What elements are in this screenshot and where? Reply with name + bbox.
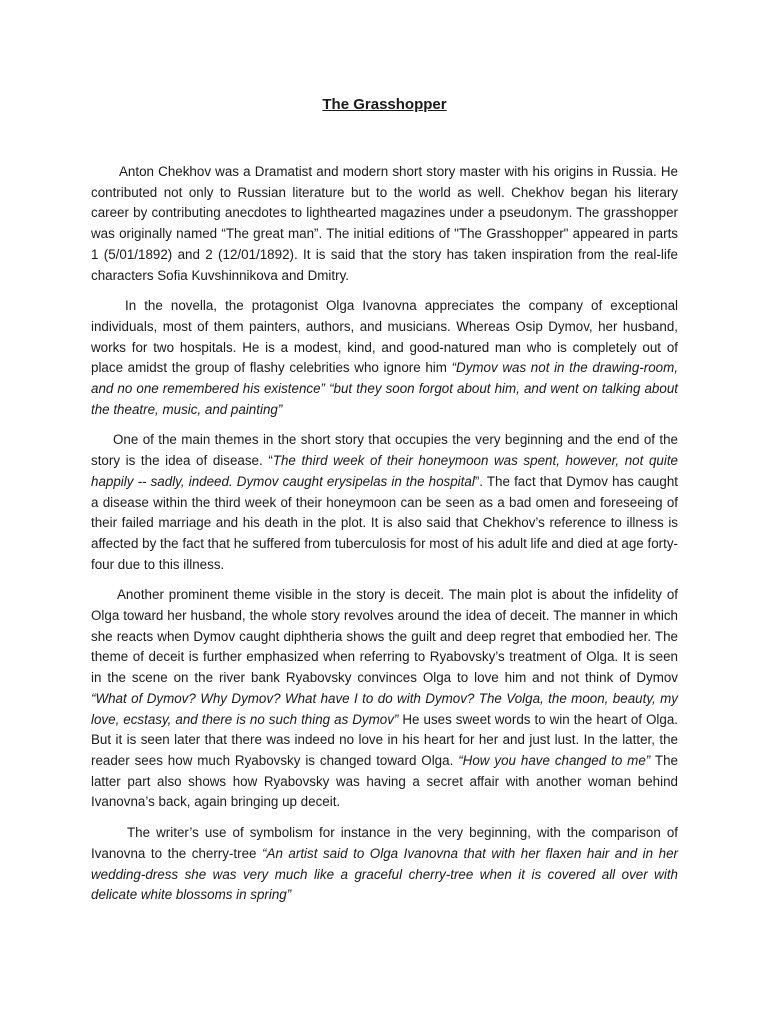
quotation: “What of Dymov? Why Dymov? What have I to do with Dymov? The Volga, the moon, beauty, my love, ecstasy, and there is no such thing as Dymov”: [91, 690, 678, 727]
paragraph-text: ”. The fact that Dymov has caught a disease within the third week of their honeymoon can be seen as a bad omen and foreseeing of their failed marriage and his death in the plot. It is also said that Chekhov’s reference to illness is affected by the fact that he suffered from tuberculosis for most of his adult life and died at age forty-four due to this illness.: [91, 473, 678, 572]
paragraph-intro: [91, 162, 678, 286]
paragraph-text: He uses sweet words to win the heart of Olga. But it is seen later that there was indeed no love in his heart for her and just lust. In the latter, the reader sees how much Ryabovsky is changed toward Olga.: [91, 711, 679, 768]
paragraph-disease-theme: [91, 430, 678, 575]
paragraph-protagonist: [91, 296, 678, 420]
quotation: “An artist said to Olga Ivanovna that with her flaxen hair and in her wedding-dress she was very much like a graceful cherry-tree when it is covered all over with delicate white blossoms in spring”: [91, 845, 679, 903]
paragraph-text: In the novella, the protagonist Olga Ivanovna appreciates the company of exceptional individuals, most of them painters, authors, and musicians. Whereas Osip Dymov, her husband, works for two hospitals. He is a modest, kind, and good-natured man who is completely out of place amidst the group of flashy celebrities who ignore him: [91, 298, 678, 376]
paragraph-symbolism: [91, 823, 678, 906]
paragraph-text: The writer’s use of symbolism for instance in the very beginning, with the comparison of Ivanovna to the cherry-tree: [91, 825, 678, 861]
document-title: The Grasshopper: [322, 96, 447, 113]
quotation: The third week of their honeymoon was spent, however, not quite happily -- sadly, indeed. Dymov caught erysipelas in the hospital: [91, 453, 678, 489]
paragraph-text: Another prominent theme visible in the story is deceit. The main plot is about the infidelity of Olga toward her husband, the whole story revolves around the idea of deceit. The manner in which she reacts when Dymov caught diphtheria shows the guilt and deep regret that embodied her. The theme of deceit is further emphasized when referring to Ryabovsky’s treatment of Olga. It is seen in the scene on the river bank Ryabovsky convinces Olga to love him and not think of Dymov: [91, 587, 678, 686]
paragraph-text: The latter part also shows how Ryabovsky was having a secret affair with another woman behind Ivanovna’s back, again bringing up deceit.: [91, 752, 678, 810]
quotation: “How you have changed to me”: [458, 752, 651, 768]
quotation: “Dymov was not in the drawing-room, and no one remembered his existence” “but they soon forgot about him, and went on talking about the theatre, music, and painting”: [91, 360, 678, 417]
paragraph-deceit-theme: [91, 585, 678, 813]
paragraph-text: Anton Chekhov was a Dramatist and modern short story master with his origins in Russia. He contributed not only to Russian literature but to the world as well. Chekhov began his literary career by contributing anecdotes to lighthearted magazines under a pseudonym. The grasshopper was originally named “The great man”. The initial editions of "The Grasshopper" appeared in parts 1 (5/01/1892) and 2 (12/01/1892). It is said that the story has taken inspiration from the real-life characters Sofia Kuvshinnikova and Dmitry.: [91, 164, 678, 283]
paragraph-text: One of the main themes in the short story that occupies the very beginning and the end of the story is the idea of disease. “: [91, 432, 678, 469]
